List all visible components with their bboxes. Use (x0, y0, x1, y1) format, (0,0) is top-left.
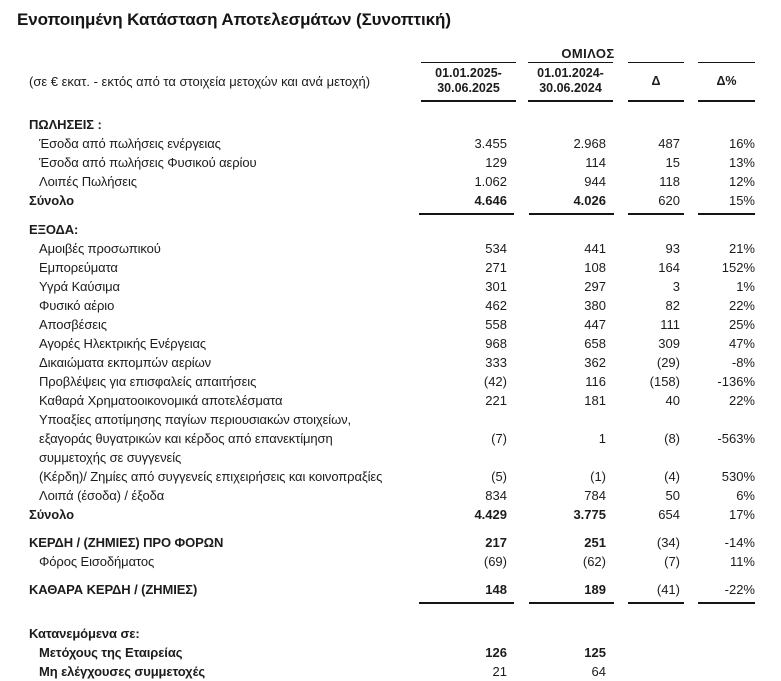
table-row (29, 239, 755, 258)
cell-value: 658 (584, 336, 606, 351)
cell-value: 620 (628, 191, 684, 210)
row-label: ΚΕΡΔΗ / (ΖΗΜΙΕΣ) ΠΡΟ ΦΟΡΩΝ (29, 535, 224, 550)
table-row (29, 467, 755, 486)
column-header-line: Δ (651, 73, 661, 88)
cell-value: 129 (485, 155, 507, 170)
row-label: Μη ελέγχουσες συμμετοχές (39, 664, 205, 679)
cell-value: 530% (721, 469, 755, 484)
cell-value: 333 (485, 355, 507, 370)
row-label: Προβλέψεις για επισφαλείς απαιτήσεις (39, 374, 257, 389)
cell-value: 21% (728, 241, 755, 256)
cell-value: (42) (483, 374, 507, 389)
row-label: Κατανεμόμενα σε: (29, 626, 140, 641)
row-label: Αποσβέσεις (39, 317, 107, 332)
cell-value: 654 (658, 507, 680, 522)
table-row (29, 624, 755, 643)
cell-value: 12% (728, 174, 755, 189)
row-label-line: εξαγοράς θυγατρικών και κέρδος από επανεκτίμηση (39, 431, 333, 446)
cell-value: (62) (582, 554, 606, 569)
row-label: (Κέρδη)/ Ζημίες από συγγενείς επιχειρήσεις και κοινοπραξίες (39, 469, 383, 484)
cell-value: 40 (665, 393, 680, 408)
table-row (29, 220, 755, 239)
cell-value: 181 (584, 393, 606, 408)
row-label: Εμπορεύματα (39, 260, 118, 275)
column-header-line: 30.06.2024 (539, 81, 602, 95)
cell-value: 126 (485, 645, 507, 660)
cell-value: 114 (585, 155, 606, 170)
table-row (29, 153, 755, 172)
cell-value: 251 (584, 535, 606, 550)
cell-value: 16% (728, 136, 755, 151)
cell-value: 22% (728, 298, 755, 313)
cell-value: 118 (659, 174, 680, 189)
cell-value: -14% (724, 535, 755, 550)
row-label: Αγορές Ηλεκτρικής Ενέργειας (39, 336, 207, 351)
table-row (29, 353, 755, 372)
row-label: Λοιπά (έσοδα) / έξοδα (39, 488, 165, 503)
cell-value: -136% (717, 374, 755, 389)
table-row (29, 580, 755, 599)
cell-value: 309 (658, 336, 680, 351)
cell-value: 17% (728, 507, 755, 522)
table-row (29, 410, 755, 467)
cell-value: 25% (728, 317, 755, 332)
column-header-line: Δ% (716, 73, 737, 88)
cell-value: 534 (485, 241, 507, 256)
cell-value: (4) (664, 469, 680, 484)
cell-value: 301 (485, 279, 507, 294)
cell-value: 50 (665, 488, 680, 503)
column-header-line: 01.01.2024- (537, 66, 604, 80)
cell-value: 944 (584, 174, 606, 189)
cell-value: (41) (628, 580, 684, 599)
row-label: ΕΞΟΔΑ: (29, 222, 79, 237)
cell-value: 93 (665, 241, 680, 256)
cell-value: 116 (585, 374, 606, 389)
cell-value: 125 (584, 645, 606, 660)
row-label: Σύνολο (29, 193, 74, 208)
row-label: ΠΩΛΗΣΕΙΣ : (29, 117, 102, 132)
page-title: Ενοποιημένη Κατάσταση Αποτελεσμάτων (Συνοπτική) (17, 10, 451, 29)
column-header-line: 01.01.2025- (435, 66, 502, 80)
cell-value: 21 (492, 664, 507, 679)
cell-value: 1.062 (474, 174, 507, 189)
table-row (29, 552, 755, 571)
cell-value: (8) (664, 431, 680, 446)
cell-value: 3.775 (573, 507, 606, 522)
table-row (29, 115, 755, 134)
unit-note: (σε € εκατ. - εκτός από τα στοιχεία μετοχών και ανά μετοχή) (29, 74, 371, 90)
row-label: Υγρά Καύσιμα (39, 279, 120, 294)
cell-value: 462 (485, 298, 507, 313)
column-header-delta (628, 62, 684, 102)
row-label: ΚΑΘΑΡΑ ΚΕΡΔΗ / (ΖΗΜΙΕΣ) (29, 582, 198, 597)
cell-value: 15% (698, 191, 755, 210)
cell-value: 152% (721, 260, 755, 275)
cell-value: 1 (598, 431, 606, 446)
row-label: Δικαιώματα εκπομπών αερίων (39, 355, 212, 370)
cell-value: 189 (529, 580, 614, 599)
table-row (29, 258, 755, 277)
cell-value: 221 (485, 393, 507, 408)
column-header-line: 30.06.2025 (437, 81, 500, 95)
column-header-2025 (421, 62, 516, 102)
table-row (29, 191, 755, 210)
table-row (29, 334, 755, 353)
cell-value: 3 (672, 279, 680, 294)
cell-value: 271 (485, 260, 507, 275)
cell-value: (29) (656, 355, 680, 370)
cell-value: 15 (665, 155, 680, 170)
row-label: Έσοδα από πωλήσεις Φυσικού αερίου (39, 155, 257, 170)
cell-value: 217 (485, 535, 507, 550)
cell-value: 968 (485, 336, 507, 351)
row-label (29, 410, 407, 467)
cell-value: 297 (584, 279, 606, 294)
cell-value: 362 (584, 355, 606, 370)
cell-value: (5) (491, 469, 507, 484)
cell-value: (1) (590, 469, 606, 484)
cell-value: -22% (698, 580, 755, 599)
table-row (29, 643, 755, 662)
column-header-delta-percent (698, 62, 755, 102)
cell-value: 558 (485, 317, 507, 332)
row-label: Μετόχους της Εταιρείας (39, 645, 183, 660)
table-row (29, 662, 755, 681)
table-row (29, 134, 755, 153)
column-header-2024 (528, 62, 613, 102)
table-row (29, 391, 755, 410)
table-row (29, 533, 755, 552)
cell-value: 82 (665, 298, 680, 313)
cell-value: (7) (664, 554, 680, 569)
cell-value: 4.026 (529, 191, 614, 210)
row-label-line: Υποαξίες αποτίμησης παγίων περιουσιακών στοιχείων, (39, 412, 352, 427)
cell-value: 834 (485, 488, 507, 503)
table-row (29, 172, 755, 191)
row-label: Καθαρά Χρηματοοικονομικά αποτελέσματα (39, 393, 283, 408)
table-row (29, 505, 755, 524)
table-row (29, 296, 755, 315)
cell-value: (7) (491, 431, 507, 446)
cell-value: 11% (729, 554, 755, 569)
row-label: Έσοδα από πωλήσεις ενέργειας (39, 136, 221, 151)
cell-value: 6% (736, 488, 755, 503)
cell-value: 441 (584, 241, 606, 256)
cell-value: 111 (660, 317, 680, 332)
cell-value: 380 (584, 298, 606, 313)
table-row (29, 372, 755, 391)
row-label: Φυσικό αέριο (39, 298, 115, 313)
table-header (29, 46, 755, 102)
cell-value: 47% (728, 336, 755, 351)
cell-value: 2.968 (573, 136, 606, 151)
cell-value: 4.429 (474, 507, 507, 522)
cell-value: -8% (731, 355, 755, 370)
row-label: Σύνολο (29, 507, 74, 522)
cell-value: 64 (591, 664, 606, 679)
table-row (29, 486, 755, 505)
row-label: Φόρος Εισοδήματος (39, 554, 155, 569)
row-label-line: συμμετοχής σε συγγενείς (39, 450, 182, 465)
cell-value: 13% (728, 155, 755, 170)
cell-value: (34) (656, 535, 680, 550)
table-row (29, 315, 755, 334)
cell-value: 148 (419, 580, 514, 599)
cell-value: 22% (728, 393, 755, 408)
table-body (29, 115, 755, 681)
group-header: ΟΜΙΛΟΣ (561, 46, 615, 61)
cell-value: 447 (584, 317, 606, 332)
row-label: Λοιπές Πωλήσεις (39, 174, 137, 189)
cell-value: 1% (736, 279, 755, 294)
cell-value: 784 (584, 488, 606, 503)
cell-value: 3.455 (474, 136, 507, 151)
table-row (29, 277, 755, 296)
cell-value: -563% (717, 431, 755, 446)
row-label: Αμοιβές προσωπικού (39, 241, 161, 256)
cell-value: (158) (649, 374, 680, 389)
cell-value: 487 (658, 136, 680, 151)
cell-value: (69) (483, 554, 507, 569)
cell-value: 108 (584, 260, 606, 275)
income-statement-table (29, 46, 755, 681)
cell-value: 4.646 (419, 191, 514, 210)
cell-value: 164 (658, 260, 680, 275)
